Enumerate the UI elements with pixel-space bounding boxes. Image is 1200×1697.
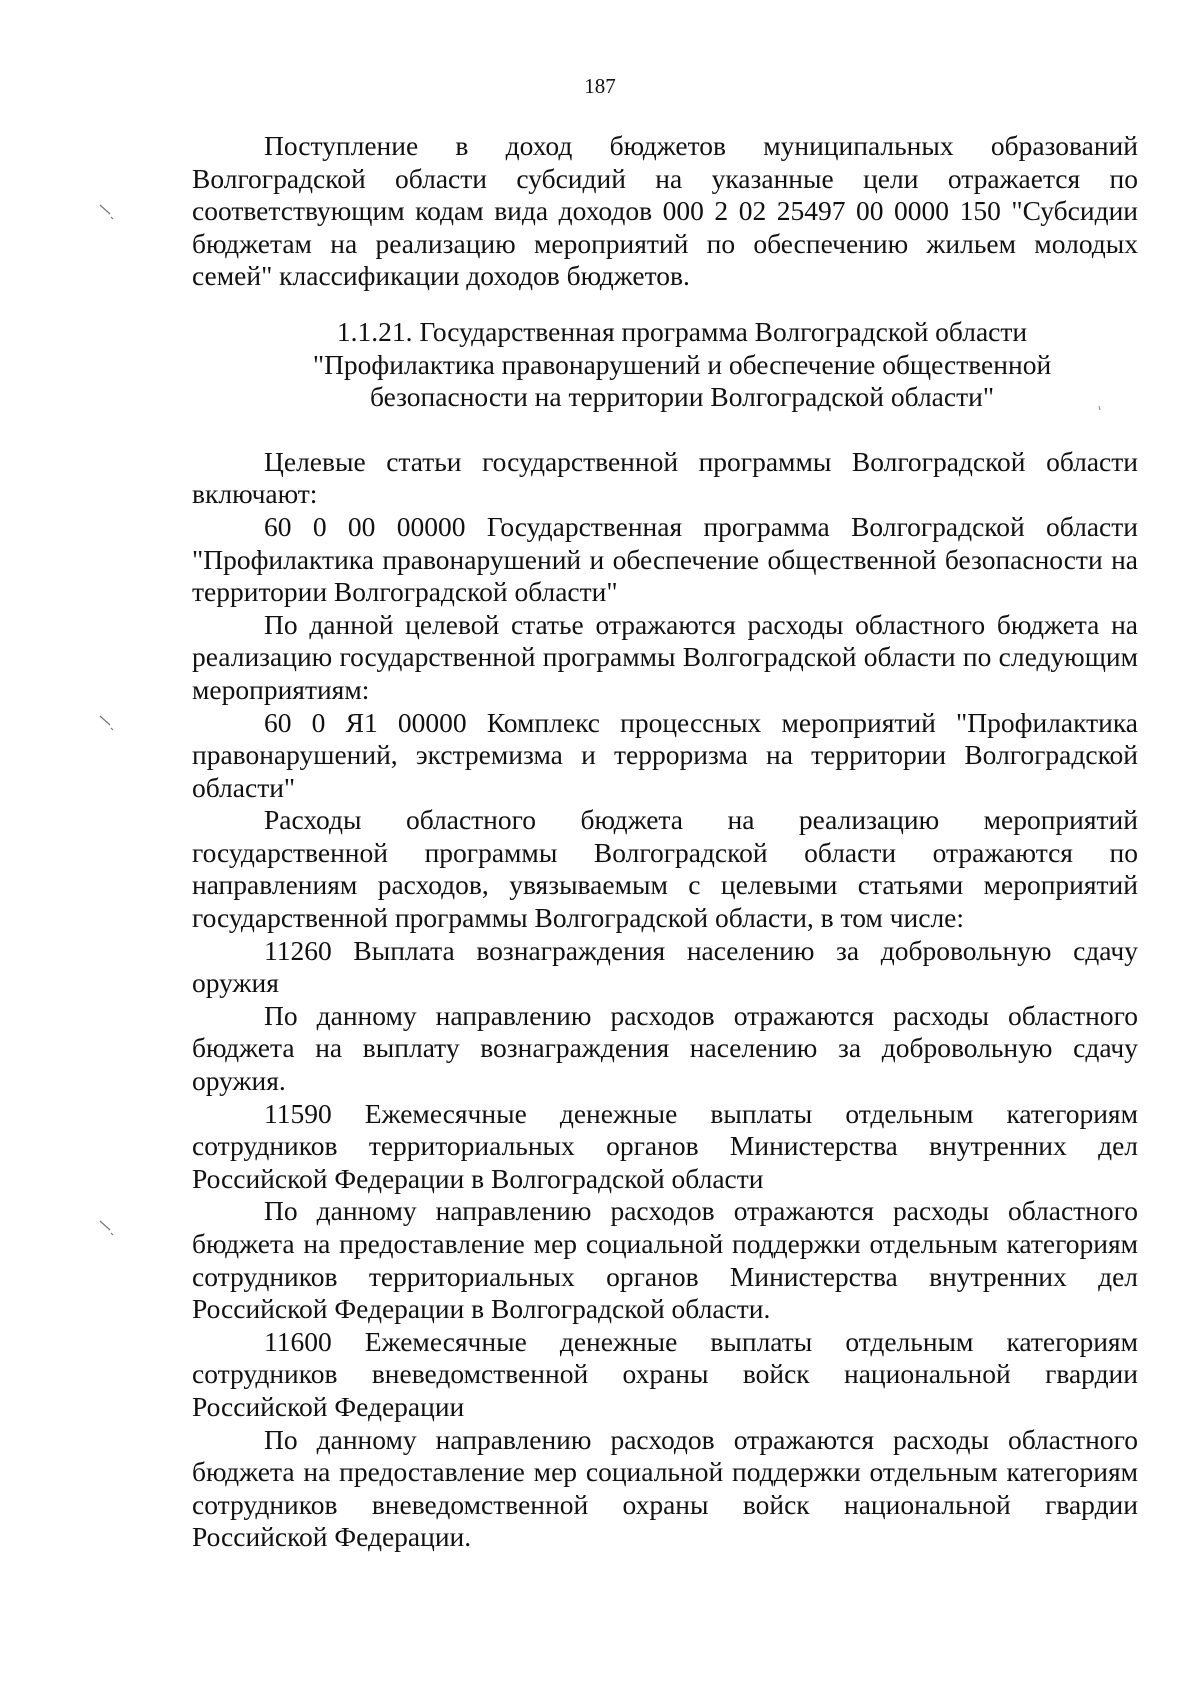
paragraph: 11260 Выплата вознаграждения населению за добровольную сдачу оружия [192,934,1138,999]
document-body [192,130,1138,1554]
paragraph: 11590 Ежемесячные денежные выплаты отдельным категориям сотрудников территориальных органов Министерства внутренних дел Российской Федерации в Волгоградской области [192,1097,1138,1194]
page-number: 187 [584,74,616,98]
paragraph: По данной целевой статье отражаются расходы областного бюджета на реализацию государственной программы Волгоградской области по следующим мероприятиям: [192,608,1138,705]
section-heading [192,316,1138,414]
paragraph: 60 0 00 00000 Государственная программа Волгоградской области "Профилактика правонарушений и обеспечение общественной безопасности на территории Волгоградской области" [192,510,1138,608]
paragraph: Расходы областного бюджета на реализацию мероприятий государственной программы Волгоградской области отражаются по направлениям расходов, увязываемым с целевыми статьями мероприятий государственной программы Волгоградской области, в том числе: [192,804,1138,934]
paragraph: По данному направлению расходов отражаются расходы областного бюджета на предоставление мер социальной поддержки отдельным категориям сотрудников территориальных органов Министерства внутренних дел Российской Федерации в Волгоградской области. [192,1195,1138,1325]
paragraph: По данному направлению расходов отражаются расходы областного бюджета на выплату вознаграждения населению за добровольную сдачу оружия. [192,999,1138,1097]
scan-mark [98,714,116,732]
paragraph: Поступление в доход бюджетов муниципальных образований Волгоградской области субсидий на указанные цели отражается по соответствующим кодам вида доходов 000 2 02 25497 00 0000 150 "Субсидии бюджетам на реализацию мероприятий по обеспечению жильем молодых семей" классификации доходов бюджетов. [192,130,1138,292]
heading-line: "Профилактика правонарушений и обеспечение общественной [312,348,1052,380]
scan-mark [98,1219,116,1237]
heading-line: безопасности на территории Волгоградской области" [369,381,995,413]
paragraph: Целевые статьи государственной программы Волгоградской области включают: [192,445,1138,510]
paragraph: 11600 Ежемесячные денежные выплаты отдельным категориям сотрудников вневедомственной охраны войск национальной гвардии Российской Федерации [192,1325,1138,1422]
paragraph: 60 0 Я1 00000 Комплекс процессных мероприятий "Профилактика правонарушений, экстремизма и терроризма на территории Волгоградской области" [192,706,1138,803]
paragraph: По данному направлению расходов отражаются расходы областного бюджета на предоставление мер социальной поддержки отдельным категориям сотрудников вневедомственной охраны войск национальной гвардии Российской Федерации. [192,1423,1138,1553]
scan-mark [98,203,116,221]
heading-line: 1.1.21. Государственная программа Волгоградской области [336,315,1028,347]
